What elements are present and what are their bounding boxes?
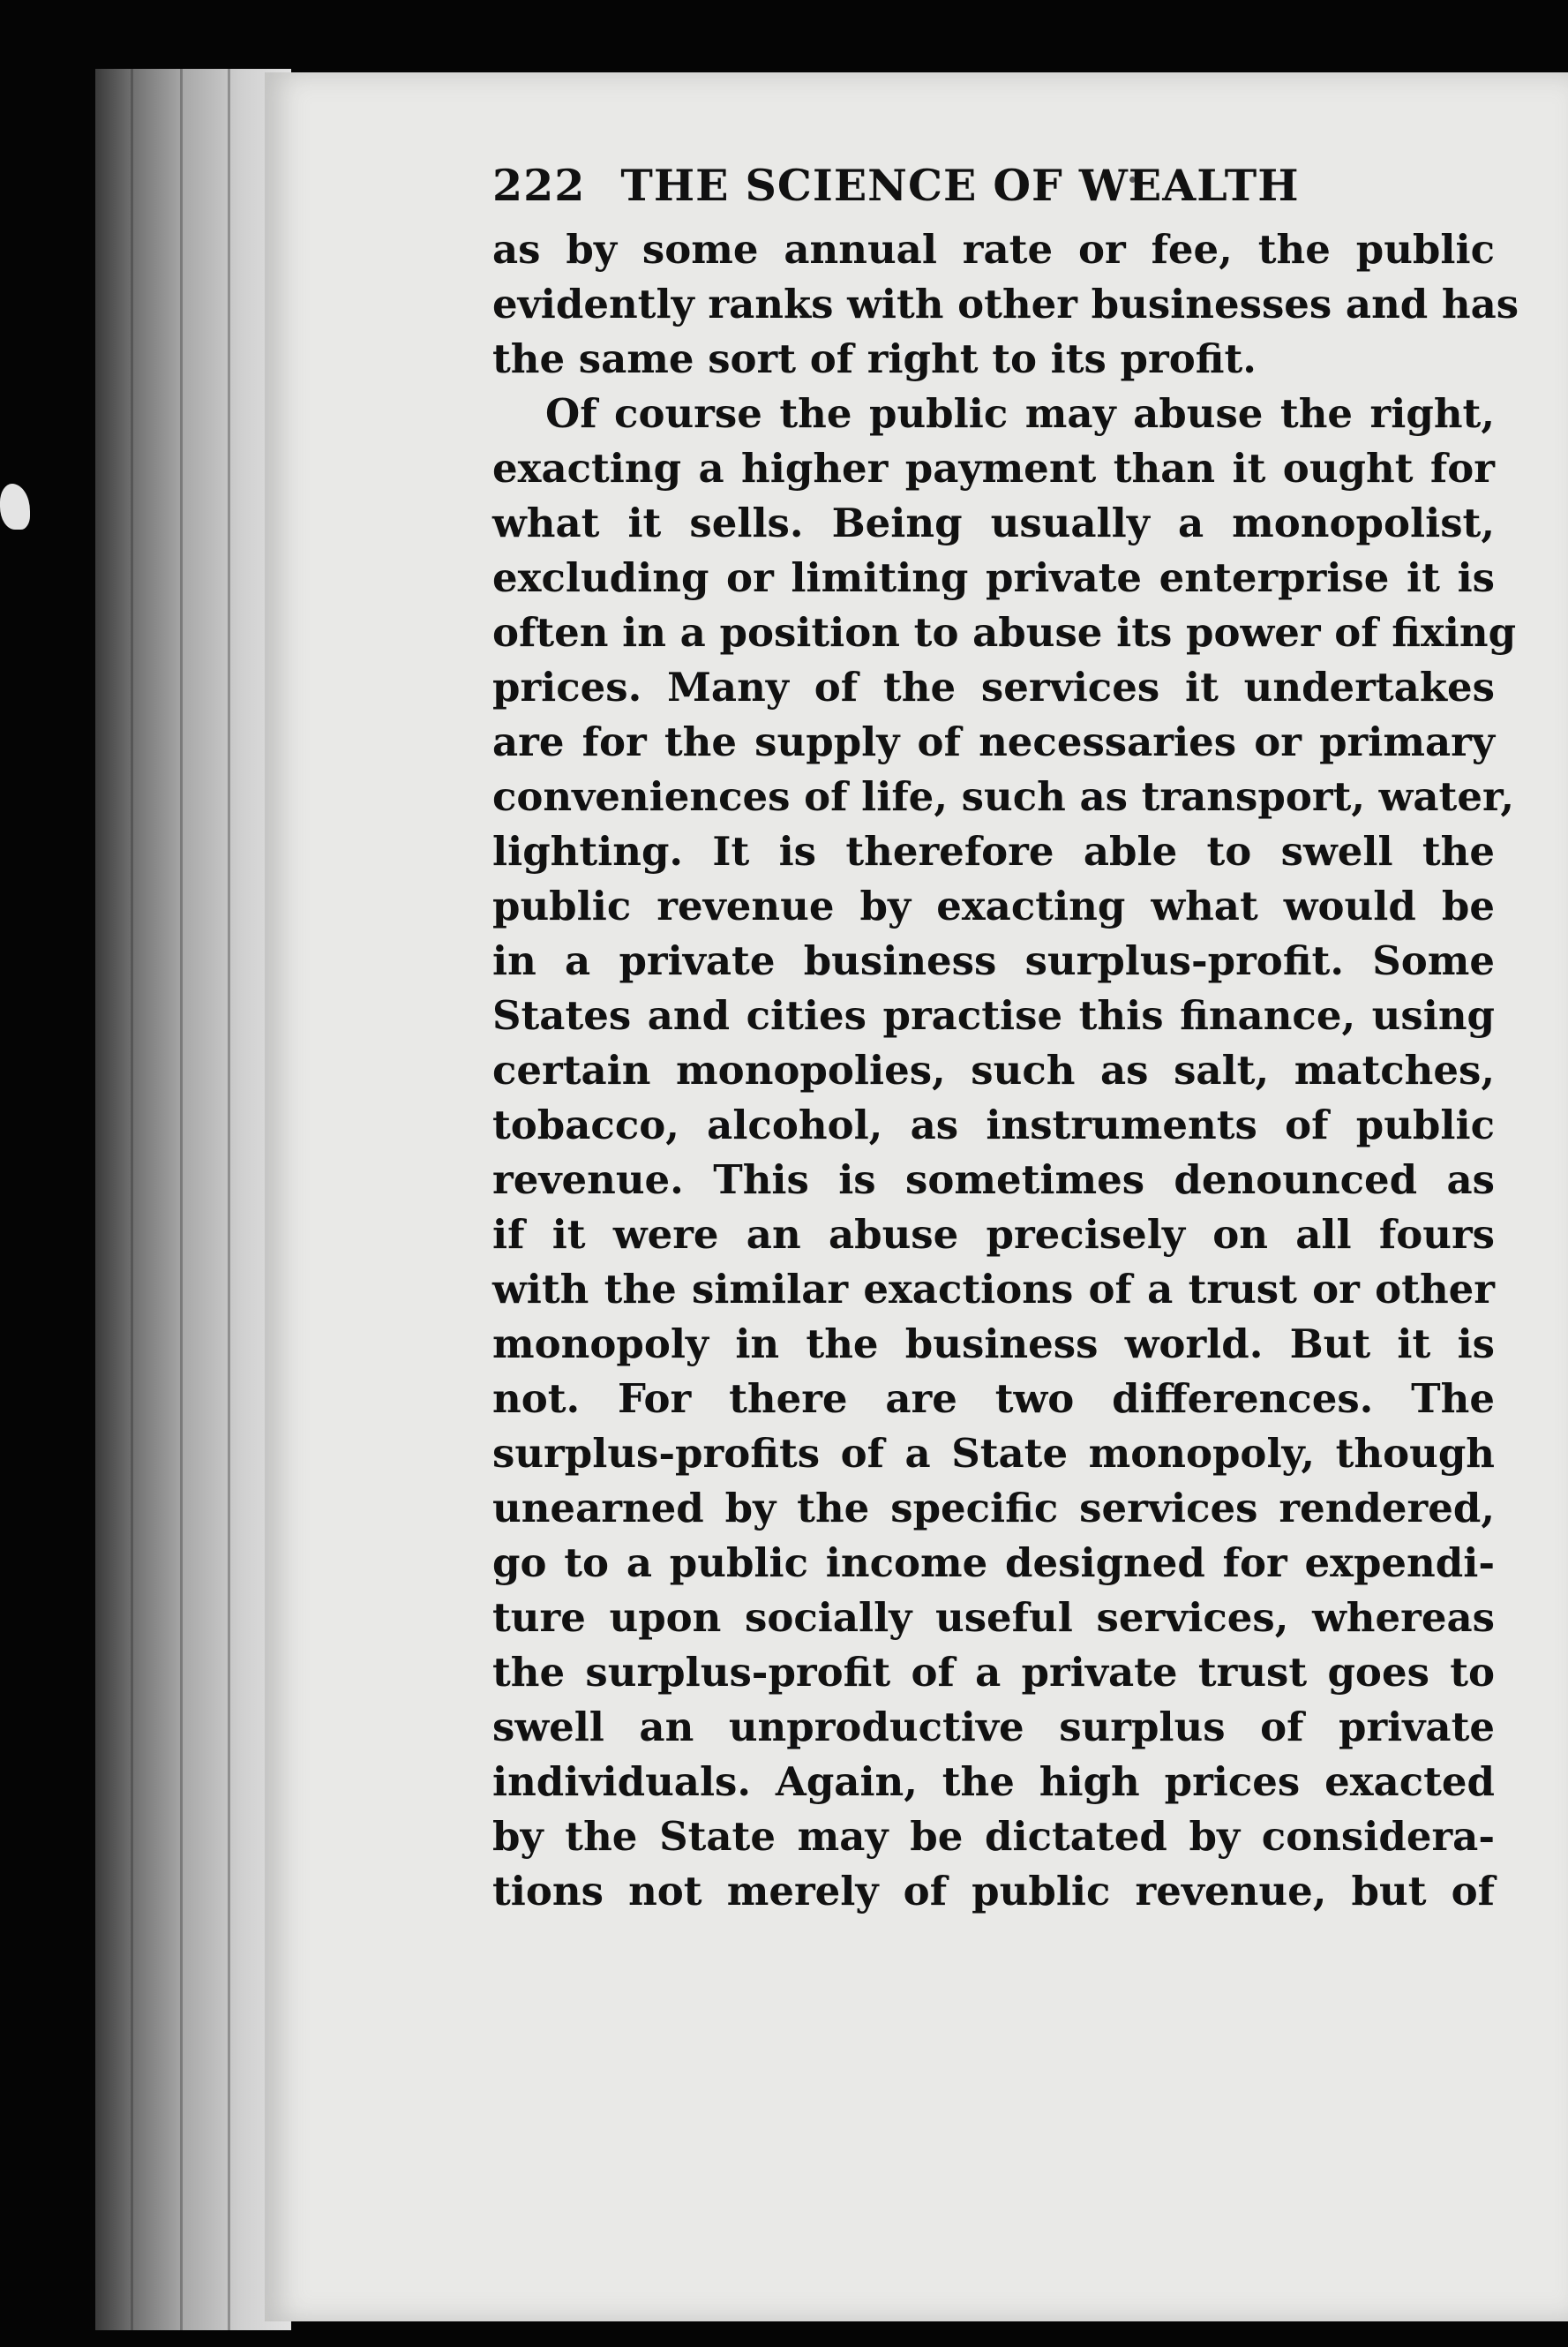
text-line: lighting. It is therefore able to swell the [492,828,1495,875]
text-line: ture upon socially useful services, whereas [492,1594,1495,1641]
text-line: the surplus-profit of a private trust goes to [492,1649,1495,1696]
text-line: unearned by the specific services rendered, [492,1485,1495,1531]
page-sheet [265,72,1568,2321]
gutter-streak [228,69,230,2330]
text-line: prices. Many of the services it undertakes [492,664,1495,711]
text-line: conveniences of life, such as transport, water, [492,773,1515,820]
page-number: 222 [492,160,586,211]
text-line: certain monopolies, such as salt, matches, [492,1047,1495,1094]
text-line: revenue. This is sometimes denounced as [492,1156,1495,1203]
text-line: excluding or limiting private enterprise it is [492,554,1495,601]
body-text [492,222,1519,1919]
text-line: often in a position to abuse its power of fixing [492,609,1517,656]
text-line: with the similar exactions of a trust or other [492,1266,1495,1313]
running-head [492,148,1495,222]
text-line: as by some annual rate or fee, the public [492,226,1495,273]
text-line: States and cities practise this finance, using [492,992,1495,1039]
text-line: Of course the public may abuse the right, [545,390,1495,437]
text-line: the same sort of right to its profit. [492,335,1257,382]
text-line: if it were an abuse precisely on all fours [492,1211,1495,1258]
page-text [492,148,1519,1919]
text-line: public revenue by exacting what would be [492,883,1495,929]
gutter-streak [180,69,183,2330]
text-line: are for the supply of necessaries or primary [492,718,1495,765]
text-line: surplus-profits of a State monopoly, though [492,1430,1495,1477]
text-line: tobacco, alcohol, as instruments of public [492,1102,1495,1148]
text-line: in a private business surplus-profit. Some [492,937,1495,984]
text-line: tions not merely of public revenue, but of [492,1868,1495,1914]
text-line: not. For there are two differences. The [492,1375,1495,1422]
book-gutter [95,69,291,2330]
text-line: go to a public income designed for expendi- [492,1539,1495,1586]
text-line: what it sells. Being usually a monopolist, [492,500,1495,546]
text-line: exacting a higher payment than it ought for [492,445,1495,492]
gutter-streak [131,69,133,2330]
text-line: evidently ranks with other businesses and has [492,281,1519,327]
text-line: swell an unproductive surplus of private [492,1704,1495,1750]
text-line: by the State may be dictated by considera- [492,1813,1495,1860]
scan-artifact [0,484,30,530]
text-line: monopoly in the business world. But it is [492,1320,1495,1367]
book-title: THE SCIENCE OF WEALTH [620,160,1300,211]
text-line: individuals. Again, the high prices exacted [492,1758,1495,1805]
